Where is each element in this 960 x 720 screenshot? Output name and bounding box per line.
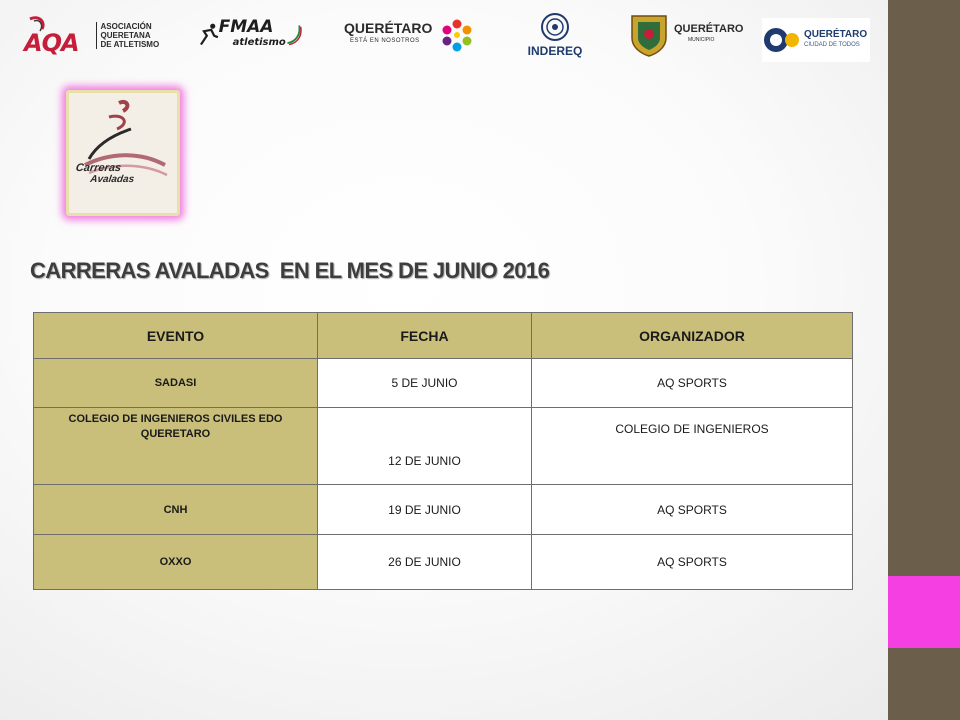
cell-evento: CNH	[34, 485, 318, 535]
cell-organizador: AQ SPORTS	[532, 359, 853, 408]
queretaro-estado-logo	[344, 8, 494, 62]
municipio-shield-icon	[628, 12, 670, 58]
aqa-logo-text	[96, 22, 174, 49]
aqa-logo-mark	[24, 13, 90, 57]
aqa-line-2: QUERETANA	[100, 30, 151, 40]
ciudad-logo-sub: CIUDAD DE TODOS	[804, 42, 860, 48]
runner-swoosh-icon	[69, 93, 177, 213]
indereq-logo-text: INDEREQ	[527, 44, 583, 58]
municipio-logo-name: QUERÉTARO	[674, 23, 744, 35]
aqa-line-3: DE ATLETISMO	[100, 39, 160, 49]
fmaa-swoosh-icon	[286, 20, 302, 50]
indereq-logo	[520, 8, 590, 62]
fmaa-logo-mark: FMAA	[218, 17, 274, 37]
municipio-logo-text	[674, 24, 743, 46]
aqa-line-1: ASOCIACIÓN	[100, 21, 152, 31]
cell-organizador: COLEGIO DE INGENIEROS	[532, 408, 853, 485]
table-header-row	[34, 313, 853, 359]
aqa-logo-mark-text: AQA	[24, 29, 79, 57]
cell-fecha: 5 DE JUNIO	[318, 359, 532, 408]
fmaa-logo-text	[219, 19, 286, 51]
queretaro-estado-tagline: ESTÁ EN NOSOTROS	[350, 38, 420, 44]
ciudad-circles-icon	[762, 23, 800, 57]
cell-evento: COLEGIO DE INGENIEROS CIVILES EDO QUERETARO	[34, 408, 318, 485]
ciudad-logo-text	[804, 30, 867, 50]
table-row	[34, 485, 853, 535]
ciudad-logo-name: QUERÉTARO	[804, 29, 868, 40]
page-title: CARRERAS AVALADAS EN EL MES DE JUNIO 2016	[30, 258, 550, 283]
cell-evento: SADASI	[34, 359, 318, 408]
municipio-queretaro-logo	[628, 8, 752, 62]
queretaro-estado-name: QUERÉTARO	[344, 20, 433, 36]
queretaro-ciudad-logo	[762, 18, 870, 62]
cell-fecha: 12 DE JUNIO	[318, 408, 532, 485]
fmaa-runner-icon	[198, 18, 219, 52]
table-row	[34, 408, 853, 485]
indereq-seal-icon	[540, 12, 570, 42]
cell-organizador: AQ SPORTS	[532, 485, 853, 535]
events-table	[33, 312, 853, 590]
queretaro-flower-icon	[438, 16, 476, 54]
fmaa-logo	[198, 8, 302, 62]
table-row	[34, 535, 853, 590]
cell-fecha: 19 DE JUNIO	[318, 485, 532, 535]
header-organizador: ORGANIZADOR	[532, 313, 853, 359]
header-evento: EVENTO	[34, 313, 318, 359]
cell-evento: OXXO	[34, 535, 318, 590]
municipio-logo-sub: MUNICIPIO	[688, 37, 715, 43]
badge-line-2: Avaladas	[89, 174, 135, 185]
aqa-logo	[24, 8, 174, 62]
side-accent-block	[888, 576, 960, 648]
table-row	[34, 359, 853, 408]
cell-organizador: AQ SPORTS	[532, 535, 853, 590]
badge-line-1: Carreras	[75, 162, 122, 174]
carreras-avaladas-badge	[66, 90, 180, 216]
sponsor-logo-strip	[0, 0, 888, 70]
fmaa-logo-sub: atletismo	[232, 37, 286, 48]
queretaro-estado-text	[344, 22, 432, 48]
cell-fecha: 26 DE JUNIO	[318, 535, 532, 590]
badge-label	[73, 163, 136, 185]
header-fecha: FECHA	[318, 313, 532, 359]
